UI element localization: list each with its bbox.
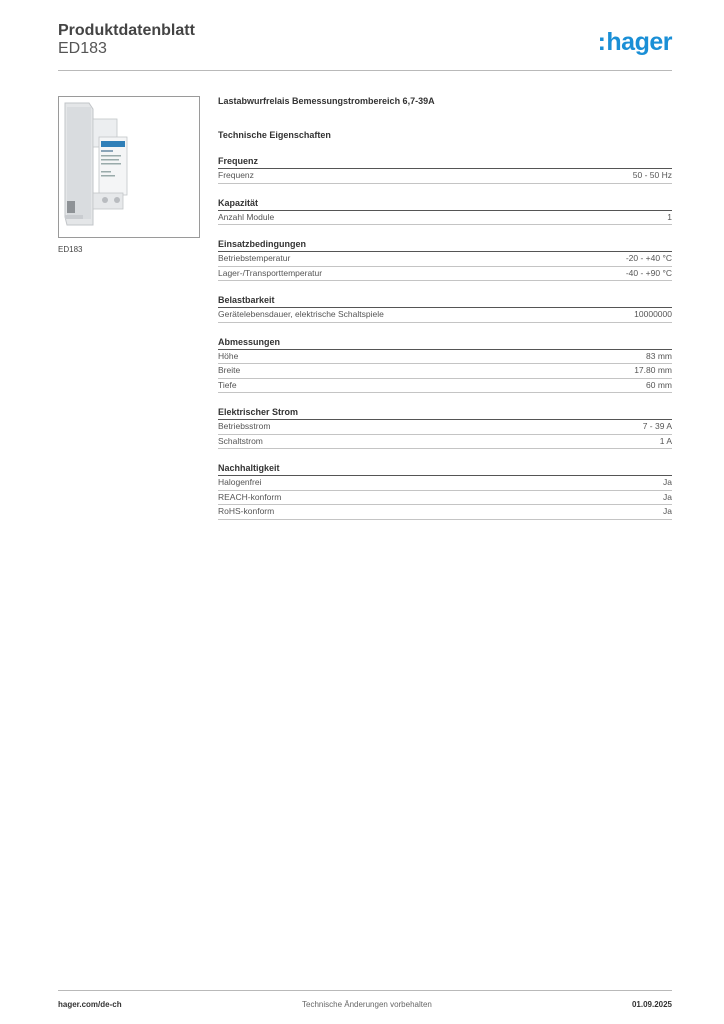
product-description: Lastabwurfrelais Bemessungstrombereich 6,7-39A [218, 96, 435, 106]
spec-row [218, 169, 672, 184]
group-title: Frequenz [218, 156, 672, 169]
spec-value: -40 - +90 °C [625, 267, 672, 278]
group-elektrischer-strom [218, 407, 672, 449]
spec-row [218, 505, 672, 520]
product-code: ED183 [58, 40, 107, 57]
page-header [58, 22, 672, 71]
spec-label: Breite [218, 365, 241, 375]
spec-row [218, 476, 672, 491]
footer-website-link[interactable]: hager.com/de-ch [58, 1000, 122, 1009]
spec-value: 7 - 39 A [642, 421, 672, 431]
spec-value: 50 - 50 Hz [632, 170, 672, 180]
hager-logo: :hager [597, 28, 672, 56]
spec-value: 1 [667, 211, 672, 222]
spec-label: RoHS-konform [218, 506, 275, 516]
spec-value: 1 A [659, 435, 672, 446]
spec-label: Anzahl Module [218, 211, 275, 222]
spec-label: Schaltstrom [218, 435, 263, 446]
group-einsatzbedingungen [218, 239, 672, 281]
image-caption: ED183 [58, 245, 83, 254]
product-image [58, 96, 200, 238]
spec-label: Frequenz [218, 170, 254, 180]
group-abmessungen [218, 337, 672, 394]
group-frequenz [218, 156, 672, 184]
spec-label: REACH-konform [218, 491, 282, 502]
page-footer [58, 990, 672, 1021]
din-rail-relay-image [59, 97, 199, 237]
spec-value: -20 - +40 °C [625, 253, 672, 263]
spec-row [218, 420, 672, 435]
footer-date: 01.09.2025 [631, 1000, 672, 1009]
spec-value: 83 mm [646, 350, 672, 361]
logo-text: hager [606, 28, 672, 56]
spec-value: Ja [663, 506, 672, 516]
spec-row [218, 211, 672, 226]
spec-row [218, 252, 672, 267]
spec-value: 10000000 [634, 309, 672, 319]
group-title: Abmessungen [218, 337, 672, 350]
spec-label: Betriebstemperatur [218, 253, 291, 263]
spec-label: Tiefe [218, 379, 237, 390]
group-title: Belastbarkeit [218, 295, 672, 308]
spec-label: Halogenfrei [218, 477, 262, 487]
group-belastbarkeit [218, 295, 672, 323]
spec-row [218, 435, 672, 450]
spec-label: Gerätelebensdauer, elektrische Schaltspiele [218, 309, 384, 319]
spec-value: 60 mm [646, 379, 672, 390]
group-title: Kapazität [218, 198, 672, 211]
spec-label: Lager-/Transporttemperatur [218, 267, 323, 278]
spec-row [218, 308, 672, 323]
spec-value: Ja [663, 477, 672, 487]
footer-notice: Technische Änderungen vorbehalten [302, 1000, 432, 1009]
group-title: Einsatzbedingungen [218, 239, 672, 252]
group-title: Elektrischer Strom [218, 407, 672, 420]
spec-row [218, 491, 672, 506]
group-nachhaltigkeit [218, 463, 672, 520]
spec-label: Betriebsstrom [218, 421, 271, 431]
spec-value: Ja [663, 491, 672, 502]
spec-row [218, 350, 672, 365]
spec-row [218, 267, 672, 282]
spec-value: 17.80 mm [634, 365, 672, 375]
spec-row [218, 379, 672, 394]
document-title: Produktdatenblatt [58, 22, 195, 39]
group-title: Nachhaltigkeit [218, 463, 672, 476]
spec-label: Höhe [218, 350, 239, 361]
section-title: Technische Eigenschaften [218, 130, 331, 140]
technical-content [218, 96, 672, 520]
spec-row [218, 364, 672, 379]
group-kapazitaet [218, 198, 672, 226]
